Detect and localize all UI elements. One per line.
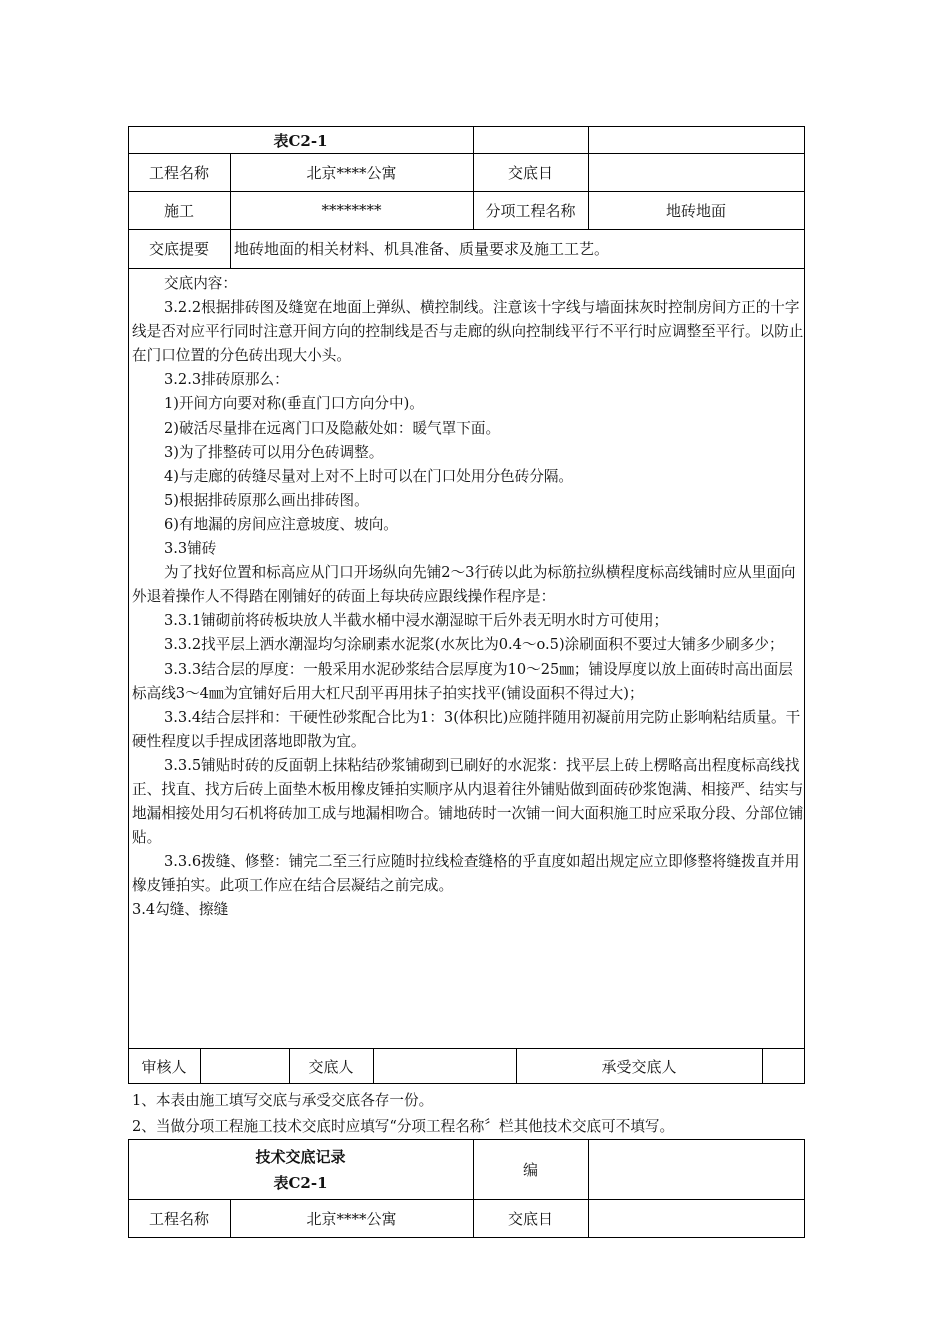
content-paragraph: 5)根据排砖原那么画出排砖图。 xyxy=(164,491,369,509)
content-paragraph: 6)有地漏的房间应注意坡度、坡向。 xyxy=(164,515,398,533)
project-name-value: 北京****公寓 xyxy=(306,163,397,182)
disclosure-date-label: 交底日 xyxy=(507,1210,553,1228)
content-paragraph: 3.3.2找平层上洒水潮湿均匀涂刷素水泥浆(水灰比为0.4～o.5)涂刷面积不要过大铺多少刷多少； xyxy=(164,636,784,654)
content-paragraph: 3.3.1铺砌前将砖板块放人半截水桶中浸水潮湿晾干后外表无明水时方可使用； xyxy=(164,612,669,630)
note-line: 2、当做分项工程施工技术交底时应填写“分项工程名称〞栏其他技术交底可不填写。 xyxy=(132,1118,675,1135)
record-title-block xyxy=(128,1140,473,1199)
content-paragraph: 为了找好位置和标高应从门口开场纵向先铺2～3行砖以此为标筋拉纵横程度标高线铺时应从里面向外退着操作人不得踏在刚铺好的砖面上每块砖应跟线操作程序是： xyxy=(132,564,796,606)
subitem-name-label: 分项工程名称 xyxy=(485,201,576,220)
content-paragraph: 3.4勾缝、擦缝 xyxy=(132,901,229,919)
content-paragraph: 4)与走廊的砖缝尽量对上对不上时可以在门口处用分色砖分隔。 xyxy=(164,467,574,485)
reviewer-value xyxy=(200,1048,289,1084)
content-paragraph: 3.2.2根据排砖图及缝宽在地面上弹纵、横控制线。注意该十字线与墙面抹灰时控制房间方正的十字线是否对应平行同时注意开间方向的控制线是否与走廊的纵向控制线平行不平行时应调整至平行。以防止在门口位置的分色砖出现大小头。 xyxy=(132,299,804,365)
disclosure-content xyxy=(132,272,804,923)
form-number: 表C2-1 xyxy=(273,131,328,150)
disclosure-date-value xyxy=(588,153,804,191)
content-paragraph: 3.2.3排砖原那么： xyxy=(164,371,289,389)
content-heading: 交底内容： xyxy=(164,275,237,292)
discloser-value xyxy=(373,1048,516,1084)
content-paragraph: 3.3.5铺贴时砖的反面朝上抹粘结砂浆铺砌到已刷好的水泥浆：找平层上砖上楞略高出程度标高线找正、找直、找方后砖上面垫木板用橡皮锤拍实顺序从内退着往外铺贴做到面砖砂浆饱满、相接严、结实与地漏相接处用匀石机将砖加工成与地漏相吻合。铺地砖时一次铺一间大面积施工时应采取分段、分部位铺贴。 xyxy=(132,756,804,847)
header-blank-cell xyxy=(473,127,588,153)
construction-label: 施工 xyxy=(163,201,194,220)
summary-value: 地砖地面的相关材料、机具准备、质量要求及施工工艺。 xyxy=(234,240,610,258)
construction-value: ******** xyxy=(321,201,382,219)
content-paragraph: 3.3铺砖 xyxy=(164,540,217,558)
note-line: 1、本表由施工填写交底与承受交底各存一份。 xyxy=(132,1092,434,1109)
content-paragraph: 3.3.6拨缝、修整：铺完二至三行应随时拉线检查缝格的乎直度如超出规定应立即修整将缝拨直并用橡皮锤拍实。此项工作应在结合层凝结之前完成。 xyxy=(132,853,800,895)
receiver-value xyxy=(762,1048,804,1084)
project-name-value: 北京****公寓 xyxy=(306,1210,397,1228)
receiver-label: 承受交底人 xyxy=(601,1057,677,1076)
record-title: 技术交底记录 xyxy=(255,1147,346,1166)
subitem-name-value: 地砖地面 xyxy=(665,201,726,220)
reviewer-label: 审核人 xyxy=(141,1057,187,1076)
disclosure-date-label: 交底日 xyxy=(507,163,553,182)
row-divider xyxy=(128,268,805,269)
disclosure-date-value xyxy=(588,1199,804,1238)
header-blank-cell xyxy=(588,127,804,153)
content-paragraph: 1)开间方向要对称(垂直门口方向分中)。 xyxy=(164,395,424,413)
summary-label: 交底提要 xyxy=(148,240,209,258)
project-name-label: 工程名称 xyxy=(148,163,209,182)
edit-value xyxy=(588,1140,804,1199)
edit-label: 编 xyxy=(522,1161,538,1179)
discloser-label: 交底人 xyxy=(308,1057,354,1076)
form-number: 表C2-1 xyxy=(273,1173,328,1192)
project-name-label: 工程名称 xyxy=(148,1210,209,1228)
content-paragraph: 2)破活尽量排在远离门口及隐蔽处如：暖气罩下面。 xyxy=(164,419,501,437)
content-paragraph: 3.3.3结合层的厚度：一般采用水泥砂浆结合层厚度为10～25㎜；铺设厚度以放上面砖时高出面层标高线3～4㎜为宜铺好后用大杠尺刮平再用抹子拍实找平(铺设面积不得过大)； xyxy=(132,660,793,702)
content-paragraph: 3.3.4结合层拌和：干硬性砂浆配合比为1：3(体积比)应随拌随用初凝前用完防止影响粘结质量。干硬性程度以手捏成团落地即散为宜。 xyxy=(132,708,801,750)
content-paragraph: 3)为了排整砖可以用分色砖调整。 xyxy=(164,443,384,461)
